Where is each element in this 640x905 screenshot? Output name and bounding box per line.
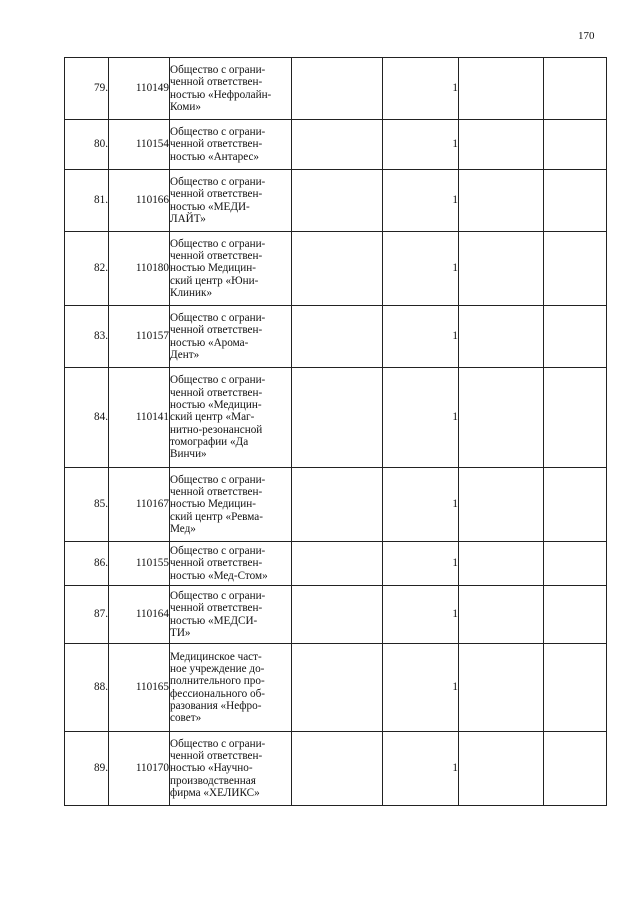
- empty-cell: [292, 586, 383, 644]
- organization-name-line: Дент»: [170, 348, 200, 361]
- empty-cell: [544, 732, 607, 806]
- organization-name-line: ченной ответствен-: [170, 557, 263, 570]
- empty-cell: [544, 170, 607, 232]
- empty-cell: [544, 468, 607, 542]
- organization-name-line: ЛАЙТ»: [170, 212, 206, 225]
- table-row: [65, 542, 607, 586]
- organization-name-cell: [170, 542, 292, 586]
- organization-name-line: томографии «Да: [170, 435, 249, 448]
- organization-name-cell: [170, 368, 292, 468]
- organization-name-cell: [170, 644, 292, 732]
- row-number-cell: 86.: [65, 542, 109, 586]
- organization-name-cell: [170, 586, 292, 644]
- organization-name-line: ностью «Антарес»: [170, 150, 260, 163]
- row-number-cell: 89.: [65, 732, 109, 806]
- organization-name-cell: [170, 170, 292, 232]
- empty-cell: [292, 306, 383, 368]
- empty-cell: [292, 232, 383, 306]
- row-number-cell: 85.: [65, 468, 109, 542]
- organization-name-cell: [170, 58, 292, 120]
- organization-name-line: ностью «МЕДСИ-: [170, 614, 258, 627]
- organization-name-cell: [170, 120, 292, 170]
- organization-name-line: ченной ответствен-: [170, 250, 263, 263]
- row-number-cell: 79.: [65, 58, 109, 120]
- empty-cell: [459, 306, 544, 368]
- empty-cell: [459, 170, 544, 232]
- organization-name-line: Общество с ограни-: [170, 63, 266, 76]
- count-cell: 1: [383, 732, 459, 806]
- table-row: [65, 644, 607, 732]
- row-number-cell: 87.: [65, 586, 109, 644]
- table-row: [65, 732, 607, 806]
- count-cell: 1: [383, 644, 459, 732]
- empty-cell: [459, 368, 544, 468]
- count-cell: 1: [383, 368, 459, 468]
- empty-cell: [292, 644, 383, 732]
- row-number-cell: 82.: [65, 232, 109, 306]
- table-row: [65, 232, 607, 306]
- organization-name-line: ностью «Нефролайн-: [170, 88, 272, 101]
- organization-name-line: Винчи»: [170, 448, 207, 461]
- organization-name-line: ченной ответствен-: [170, 324, 263, 337]
- empty-cell: [292, 542, 383, 586]
- organization-name-line: Общество с ограни-: [170, 473, 266, 486]
- organization-name-line: ностью «Медицин-: [170, 399, 262, 412]
- count-cell: 1: [383, 306, 459, 368]
- organization-name-line: ностью «Мед-Стом»: [170, 569, 268, 582]
- count-cell: 1: [383, 542, 459, 586]
- empty-cell: [544, 368, 607, 468]
- empty-cell: [292, 170, 383, 232]
- table-row: [65, 120, 607, 170]
- empty-cell: [292, 58, 383, 120]
- organization-name-line: Клиник»: [170, 286, 213, 299]
- organization-name-line: фессионального об-: [170, 687, 266, 700]
- organization-name-line: ностью Медицин-: [170, 262, 256, 275]
- organization-name-line: фирма «ХЕЛИКС»: [170, 786, 260, 799]
- organization-name-line: полнительного про-: [170, 675, 265, 688]
- organization-name-cell: [170, 468, 292, 542]
- empty-cell: [544, 58, 607, 120]
- organization-name-line: ностью Медицин-: [170, 498, 256, 511]
- organization-name-line: ченной ответствен-: [170, 602, 263, 615]
- organization-name-line: Общество с ограни-: [170, 237, 266, 250]
- organization-name-line: Мед»: [170, 522, 196, 535]
- row-number-cell: 81.: [65, 170, 109, 232]
- empty-cell: [544, 120, 607, 170]
- count-cell: 1: [383, 232, 459, 306]
- empty-cell: [544, 306, 607, 368]
- organization-name-line: Общество с ограни-: [170, 589, 266, 602]
- organization-name-line: ченной ответствен-: [170, 486, 263, 499]
- count-cell: 1: [383, 120, 459, 170]
- organization-name-line: ченной ответствен-: [170, 76, 263, 89]
- row-number-cell: 84.: [65, 368, 109, 468]
- organization-name-line: Общество с ограни-: [170, 374, 266, 387]
- organization-name-line: ченной ответствен-: [170, 138, 263, 151]
- row-number-cell: 80.: [65, 120, 109, 170]
- organization-name-line: ностью «Научно-: [170, 762, 253, 775]
- empty-cell: [292, 468, 383, 542]
- empty-cell: [544, 542, 607, 586]
- row-number-cell: 83.: [65, 306, 109, 368]
- organization-name-line: Медицинское част-: [170, 650, 262, 663]
- organization-name-line: ТИ»: [170, 626, 191, 639]
- organization-name-line: нитно-резонансной: [170, 423, 263, 436]
- organization-name-line: ченной ответствен-: [170, 188, 263, 201]
- organization-name-line: ностью «Арома-: [170, 336, 249, 349]
- empty-cell: [292, 732, 383, 806]
- organization-name-line: ченной ответствен-: [170, 386, 263, 399]
- table-row: [65, 306, 607, 368]
- organization-name-line: Общество с ограни-: [170, 175, 266, 188]
- registry-code-cell: 110157: [109, 306, 170, 368]
- table-row: [65, 170, 607, 232]
- registry-code-cell: 110164: [109, 586, 170, 644]
- registry-code-cell: 110155: [109, 542, 170, 586]
- empty-cell: [459, 644, 544, 732]
- empty-cell: [544, 232, 607, 306]
- organization-name-line: производственная: [170, 774, 256, 787]
- registry-table: [64, 57, 607, 806]
- registry-code-cell: 110180: [109, 232, 170, 306]
- registry-code-cell: 110170: [109, 732, 170, 806]
- organization-name-cell: [170, 732, 292, 806]
- organization-name-line: ченной ответствен-: [170, 750, 263, 763]
- empty-cell: [459, 232, 544, 306]
- page-number: 170: [578, 30, 595, 42]
- organization-name-line: ностью «МЕДИ-: [170, 200, 250, 213]
- count-cell: 1: [383, 586, 459, 644]
- organization-name-cell: [170, 306, 292, 368]
- organization-name-line: Коми»: [170, 100, 201, 113]
- empty-cell: [459, 732, 544, 806]
- empty-cell: [292, 120, 383, 170]
- table-row: [65, 368, 607, 468]
- organization-name-line: ский центр «Маг-: [170, 411, 255, 424]
- empty-cell: [459, 586, 544, 644]
- registry-code-cell: 110141: [109, 368, 170, 468]
- registry-code-cell: 110154: [109, 120, 170, 170]
- registry-code-cell: 110167: [109, 468, 170, 542]
- organization-name-line: Общество с ограни-: [170, 545, 266, 558]
- empty-cell: [292, 368, 383, 468]
- registry-code-cell: 110166: [109, 170, 170, 232]
- empty-cell: [459, 120, 544, 170]
- organization-name-line: Общество с ограни-: [170, 126, 266, 139]
- organization-name-line: ский центр «Ревма-: [170, 510, 263, 523]
- row-number-cell: 88.: [65, 644, 109, 732]
- count-cell: 1: [383, 58, 459, 120]
- empty-cell: [459, 58, 544, 120]
- organization-name-line: совет»: [170, 712, 202, 725]
- registry-code-cell: 110149: [109, 58, 170, 120]
- organization-name-line: Общество с ограни-: [170, 737, 266, 750]
- empty-cell: [544, 644, 607, 732]
- count-cell: 1: [383, 170, 459, 232]
- organization-name-line: Общество с ограни-: [170, 311, 266, 324]
- empty-cell: [459, 468, 544, 542]
- organization-name-line: ное учреждение до-: [170, 662, 265, 675]
- organization-name-line: разования «Нефро-: [170, 699, 262, 712]
- registry-table-body: [65, 58, 607, 806]
- empty-cell: [544, 586, 607, 644]
- organization-name-cell: [170, 232, 292, 306]
- organization-name-line: ский центр «Юни-: [170, 274, 259, 287]
- table-row: [65, 58, 607, 120]
- empty-cell: [459, 542, 544, 586]
- table-row: [65, 468, 607, 542]
- count-cell: 1: [383, 468, 459, 542]
- table-row: [65, 586, 607, 644]
- registry-code-cell: 110165: [109, 644, 170, 732]
